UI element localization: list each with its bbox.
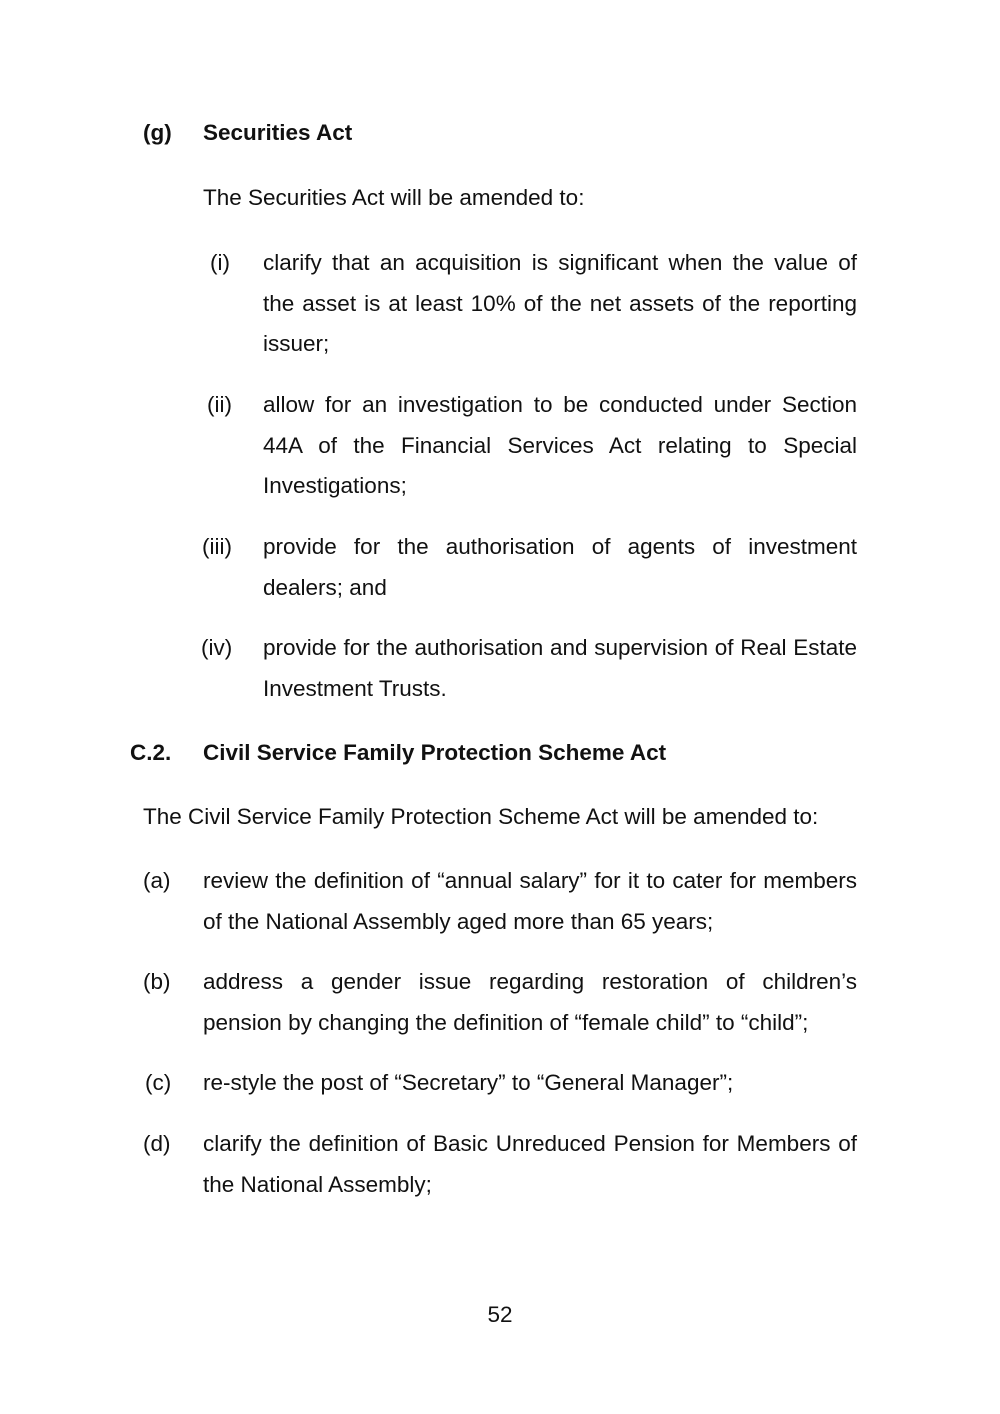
item-i-text: clarify that an acquisition is significant when the value of the asset is at least 10% of the net assets of the reporting issuer; xyxy=(263,250,857,356)
item-d-text: clarify the definition of Basic Unreduced Pension for Members of the National Assembly; xyxy=(203,1131,857,1197)
section-c2-label: C.2. xyxy=(130,740,172,765)
item-iii-label: (iii) xyxy=(202,534,232,559)
item-iv-text: provide for the authorisation and supervision of Real Estate Investment Trusts. xyxy=(263,635,857,701)
item-c-label: (c) xyxy=(145,1070,172,1095)
item-d-label: (d) xyxy=(143,1131,171,1156)
item-iv-label: (iv) xyxy=(201,635,233,660)
item-iii-text: provide for the authorisation of agents of investment dealers; and xyxy=(263,534,857,600)
page-number: 52 xyxy=(487,1302,513,1327)
section-g-label: (g) xyxy=(143,120,172,145)
section-c2-title: Civil Service Family Protection Scheme Act xyxy=(203,740,667,765)
item-a-text: review the definition of “annual salary” for it to cater for members of the National Assembly aged more than 65 years; xyxy=(203,868,857,934)
item-i-label: (i) xyxy=(210,250,230,275)
item-b-text: address a gender issue regarding restoration of children’s pension by changing the definition of “female child” to “child”; xyxy=(203,969,857,1035)
section-g-intro: The Securities Act will be amended to: xyxy=(203,185,585,210)
item-ii-text: allow for an investigation to be conducted under Section 44A of the Financial Services Act relating to Special Investigations; xyxy=(263,392,857,498)
section-g-title: Securities Act xyxy=(203,120,353,145)
item-ii-label: (ii) xyxy=(207,392,232,417)
item-b-label: (b) xyxy=(143,969,171,994)
item-c-text: re-style the post of “Secretary” to “General Manager”; xyxy=(203,1070,734,1095)
section-c2-intro: The Civil Service Family Protection Scheme Act will be amended to: xyxy=(143,804,819,829)
item-a-label: (a) xyxy=(143,868,171,893)
